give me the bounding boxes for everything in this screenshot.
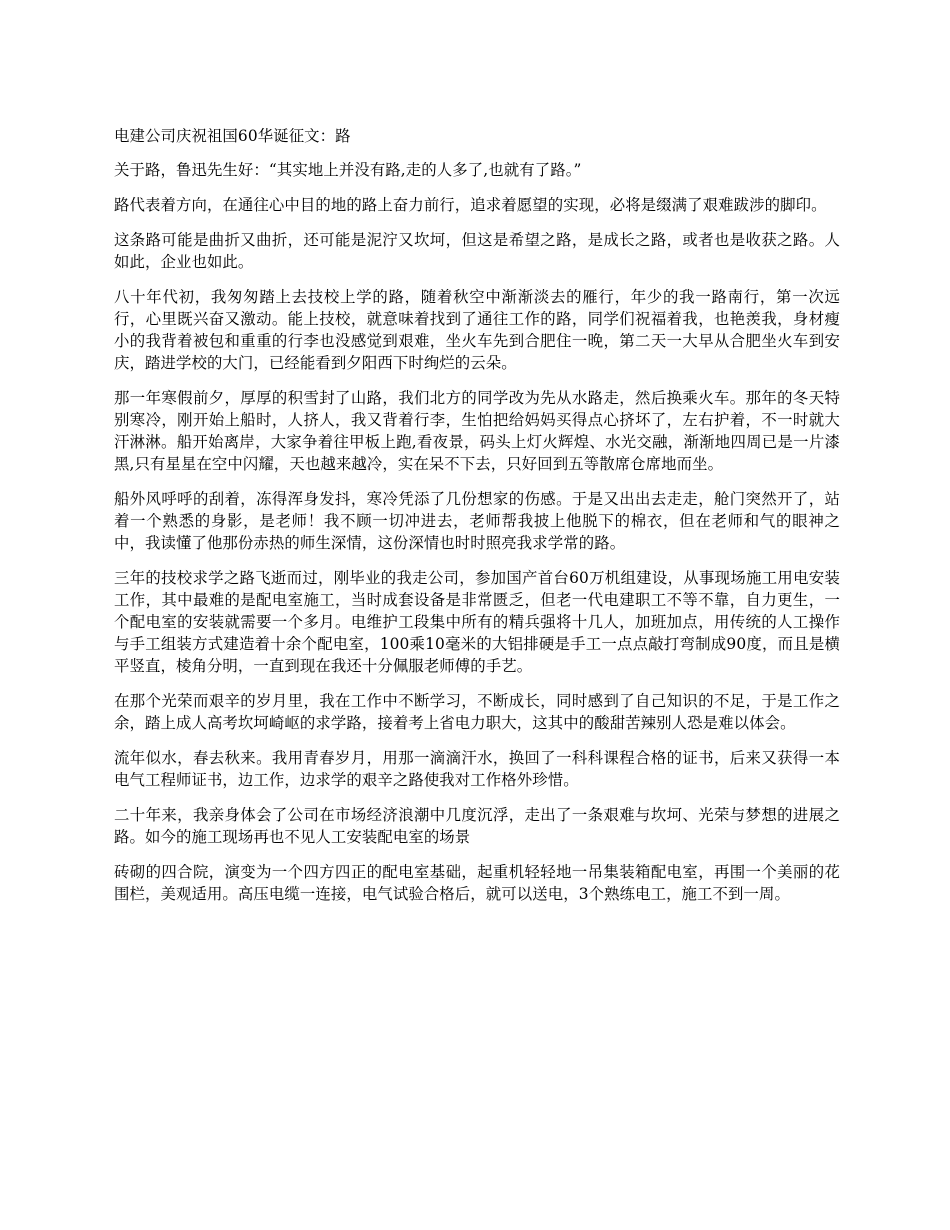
paragraph-4: 八十年代初，我匆匆踏上去技校上学的路，随着秋空中渐渐淡去的雁行，年少的我一路南行，第一次远行，心里既兴奋又激动。能上技校，就意味着找到了通往工作的路，同学们祝福着我，也艳羡我，身材瘦小的我背着被包和重重的行李也没感觉到艰难，坐火车先到合肥住一晚，第二天一大早从合肥坐火车到安庆，踏进学校的大门，已经能看到夕阳西下时绚烂的云朵。 (114, 288, 840, 372)
paragraph-11: 砖砌的四合院，演变为一个四方四正的配电室基础，起重机轻轻地一吊集装箱配电室，再围一个美丽的花围栏，美观适用。高压电缆一连接，电气试验合格后，就可以送电，3个熟练电工，施工不到一周。 (114, 863, 840, 903)
paragraph-9: 流年似水，春去秋来。我用青春岁月，用那一滴滴汗水，换回了一科科课程合格的证书，后来又获得一本电气工程师证书，边工作，边求学的艰辛之路使我对工作格外珍惜。 (114, 749, 840, 789)
paragraph-1: 关于路，鲁迅先生好：“其实地上并没有路,走的人多了,也就有了路。” (114, 161, 582, 179)
paragraph-7: 三年的技校求学之路飞逝而过，刚毕业的我走公司，参加国产首台60万机组建设，从事现场施工用电安装工作，其中最难的是配电室施工，当时成套设备是非常匮乏，但老一代电建职工不等不靠，自力更生，一个配电室的安装就需要一个多月。电维护工段集中所有的精兵强将十几人，加班加点，用传统的人工操作与手工组装方式建造着十余个配电室，100乘10毫米的大铝排硬是手工一点点敲打弯制成90度，而且是横平竖直，棱角分明，一直到现在我还十分佩服老师傅的手艺。 (114, 569, 840, 675)
paragraph-6: 船外风呼呼的刮着，冻得浑身发抖，寒冷凭添了几份想家的伤感。于是又出出去走走，舱门突然开了，站着一个熟悉的身影，是老师！我不顾一切冲进去，老师帮我披上他脱下的棉衣，但在老师和气的眼神之中，我读懂了他那份赤热的师生深情，这份深情也时时照亮我求学常的路。 (114, 490, 840, 552)
document-title: 电建公司庆祝祖国60华诞征文：路 (114, 127, 351, 145)
document-page (114, 125, 840, 918)
paragraph-3: 这条路可能是曲折又曲折，还可能是泥泞又坎坷，但这是希望之路，是成长之路，或者也是收获之路。人如此，企业也如此。 (114, 231, 840, 271)
paragraph-2: 路代表着方向，在通往心中目的地的路上奋力前行，追求着愿望的实现，必将是缀满了艰难跋涉的脚印。 (114, 196, 827, 214)
paragraph-5: 那一年寒假前夕，厚厚的积雪封了山路，我们北方的同学改为先从水路走，然后换乘火车。那年的冬天特别寒冷，刚开始上船时，人挤人，我又背着行李，生怕把给妈妈买得点心挤坏了，左右护着，不一时就大汗淋淋。船开始离岸，大家争着往甲板上跑,看夜景，码头上灯火辉煌、水光交融，渐渐地四周已是一片漆黑,只有星星在空中闪耀，天也越来越冷，实在呆不下去，只好回到五等散席仓席地而坐。 (114, 389, 840, 473)
paragraph-10: 二十年来，我亲身体会了公司在市场经济浪潮中几度沉浮，走出了一条艰难与坎坷、光荣与梦想的进展之路。如今的施工现场再也不见人工安装配电室的场景 (114, 806, 840, 846)
paragraph-8: 在那个光荣而艰辛的岁月里，我在工作中不断学习，不断成长，同时感到了自己知识的不足，于是工作之余，踏上成人高考坎坷崎岖的求学路，接着考上省电力职大，这其中的酸甜苦辣别人恐是难以体会。 (114, 692, 840, 732)
